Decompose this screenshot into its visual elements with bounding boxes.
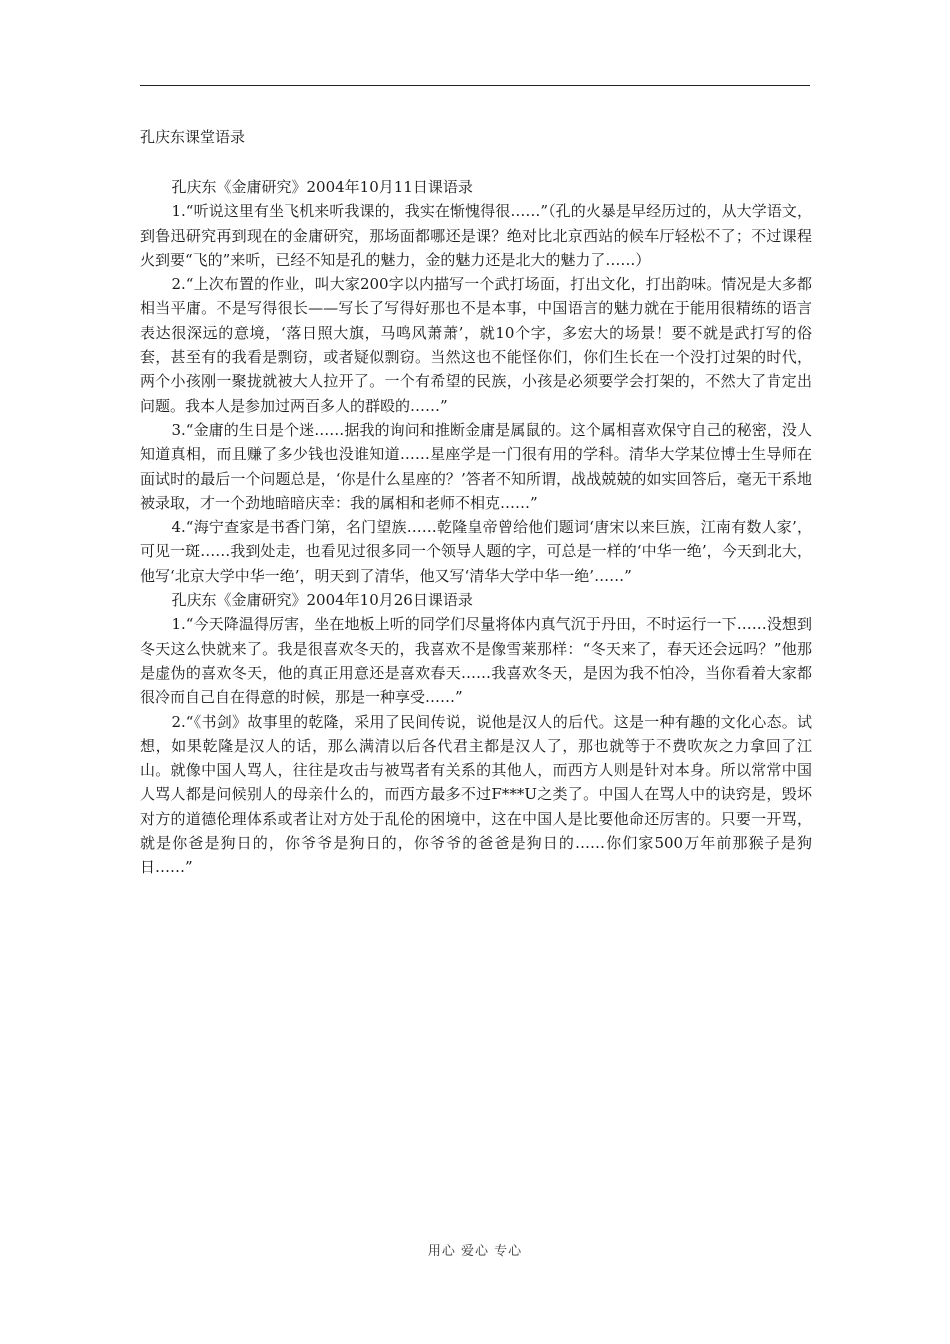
section-heading-oct-11: 孔庆东《金庸研究》2004年10月11日课语录	[171, 178, 473, 196]
quote-paragraph: 2.“上次布置的作业，叫大家200字以内描写一个武打场面，打出文化，打出韵味。情况是大多都相当平庸。不是写得很长——写长了写得好那也不是本事，中国语言的魅力就在于能用很精练的语言表达很深远的意境，‘落日照大旗，马鸣风萧萧’，就10个字，多宏大的场景！要不就是武打写的俗套，甚至有的我看是剽窃，或者疑似剽窃。当然这也不能怪你们，你们生长在一个没打过架的时代，两个小孩刚一聚拢就被大人拉开了。一个有希望的民族，小孩是必须要学会打架的，不然大了肯定出问题。我本人是参加过两百多人的群殴的……”	[140, 275, 812, 415]
header-rule	[140, 85, 810, 86]
quote-paragraph: 1.“今天降温得厉害，坐在地板上听的同学们尽量将体内真气沉于丹田，不时运行一下……没想到冬天这么快就来了。我是很喜欢冬天的，我喜欢不是像雪莱那样：“冬天来了，春天还会远吗？”他那是虚伪的喜欢冬天，他的真正用意还是喜欢春天……我喜欢冬天，是因为我不怕冷，当你看着大家都很冷而自己自在得意的时候，那是一种享受……”	[140, 615, 812, 707]
document-body	[140, 175, 812, 880]
quote-paragraph: 4.“海宁查家是书香门第，名门望族……乾隆皇帝曾给他们题词‘唐宋以来巨族，江南有数人家’，可见一斑……我到处走，也看见过很多同一个领导人题的字，可总是一样的‘中华一绝’，今天到北大，他写‘北京大学中华一绝’，明天到了清华，他又写‘清华大学中华一绝’……”	[140, 518, 812, 585]
section-heading-oct-26: 孔庆东《金庸研究》2004年10月26日课语录	[171, 591, 473, 610]
page-footer: 用心 爱心 专心	[427, 1244, 523, 1259]
quote-paragraph: 2.“《书剑》故事里的乾隆，采用了民间传说，说他是汉人的后代。这是一种有趣的文化心态。试想，如果乾隆是汉人的话，那么满清以后各代君主都是汉人了，那也就等于不费吹灰之力拿回了江山。就像中国人骂人，往往是攻击与被骂者有关系的其他人，而西方人则是针对本身。所以常常中国人骂人都是问候别人的母亲什么的，而西方最多不过F***U之类了。中国人在骂人中的诀窍是，毁坏对方的道德伦理体系或者让对方处于乱伦的困境中，这在中国人是比要他命还厉害的。只要一开骂，就是你爸是狗日的，你爷爷是狗日的，你爷爷的爸爸是狗日的……你们家500万年前那猴子是狗日……”	[140, 712, 812, 877]
document-title: 孔庆东课堂语录	[140, 128, 246, 146]
quote-paragraph: 3.“金庸的生日是个迷……据我的询问和推断金庸是属鼠的。这个属相喜欢保守自己的秘密，没人知道真相，而且赚了多少钱也没谁知道……星座学是一门很有用的学科。清华大学某位博士生导师在面试时的最后一个问题总是，‘你是什么星座的？’答者不知所谓，战战兢兢的如实回答后，毫无干系地被录取，才一个劲地暗暗庆幸：我的属相和老师不相克……”	[140, 420, 812, 512]
quote-paragraph: 1.“听说这里有坐飞机来听我课的，我实在惭愧得很……”（孔的火暴是早经历过的，从大学语文，到鲁迅研究再到现在的金庸研究，那场面都哪还是课？绝对比北京西站的候车厅轻松不了；不过课程火到要“飞的”来听，已经不知是孔的魅力，金的魅力还是北大的魅力了……）	[140, 202, 812, 269]
